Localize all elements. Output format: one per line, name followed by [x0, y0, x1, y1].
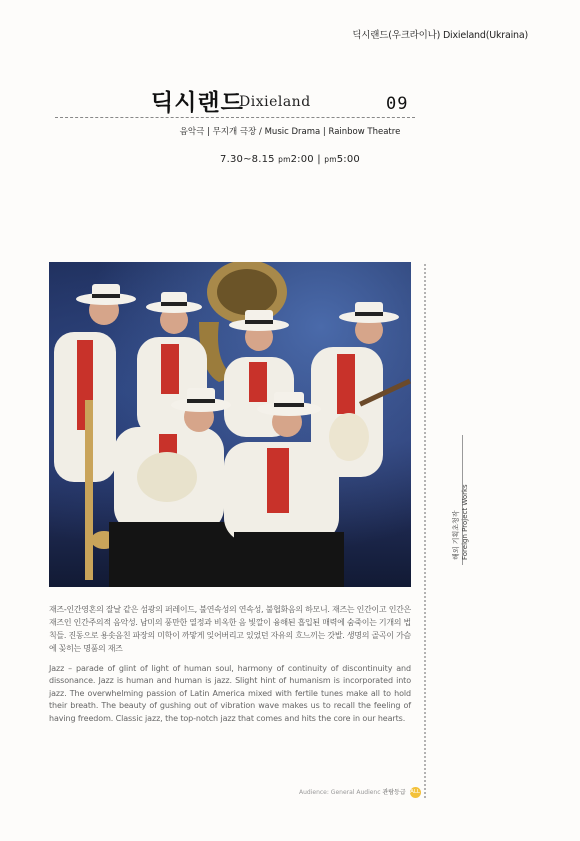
title-divider	[55, 117, 415, 118]
description-korean: 재즈-인간영혼의 잘날 같은 섬광의 퍼레이드, 불연속성의 연속성, 불협화음의 하모니. 재즈는 인간이고 인간은 재즈인 인간주의적 음악성. 남미의 풍만한 열정과 비옥한 음 빛깔이 융해된 흡입된 매력에 숨죽이는 기개의 법칙들. 진동으로 용솟음친 파장의 미학이 까맣게 잊어버리고 있었던 자유의 흐느끼는 갓발. 생명의 골곡이 가슴에 꽂히는 명품의 재즈	[49, 605, 411, 653]
title-row	[55, 84, 415, 118]
audience-english: Audience: General Audienc	[299, 789, 381, 796]
band-photo	[49, 262, 411, 587]
page-title-english: Dixieland	[239, 94, 311, 110]
side-label-english: Foreign Project Works	[461, 484, 469, 560]
time-2: 5:00	[336, 154, 360, 165]
page-title-korean: 딕시랜드	[151, 90, 244, 116]
time-1: 2:00	[290, 154, 314, 165]
audience-rating-badge: ALL	[410, 787, 421, 798]
page-number: 09	[386, 94, 409, 114]
date-range: 7.30~8.15	[220, 154, 275, 165]
audience-korean: 관람등급	[382, 789, 406, 796]
pm-label-2: pm	[324, 155, 337, 164]
side-label-korean: 해외 기획초청작	[452, 510, 460, 560]
side-label	[452, 484, 470, 560]
subtitle: 음악극 | 무지개 극장 / Music Drama | Rainbow Theatre	[179, 127, 401, 137]
header-top-right: 딕시랜드(우크라이나) Dixieland(Ukraina)	[352, 30, 528, 41]
performance-dates	[0, 154, 580, 165]
vertical-dotted-rule	[423, 263, 427, 798]
description-english: Jazz – parade of glint of light of human soul, harmony of continuity of discontinuity and dissonance. Jazz is human and human is jazz. Slight hint of humanism is incorporated into jazz. The overwhelming passion of Latin America mixed with fertile tunes make all to hold their breath. The beauty of gushing out of vibration wave makes us to recall the feeling of having freedom. Classic jazz, the top-notch jazz that comes and hits the core in our hearts.	[49, 664, 411, 723]
audience-footer	[299, 787, 421, 798]
time-separator: |	[317, 154, 321, 165]
pm-label-1: pm	[278, 155, 291, 164]
